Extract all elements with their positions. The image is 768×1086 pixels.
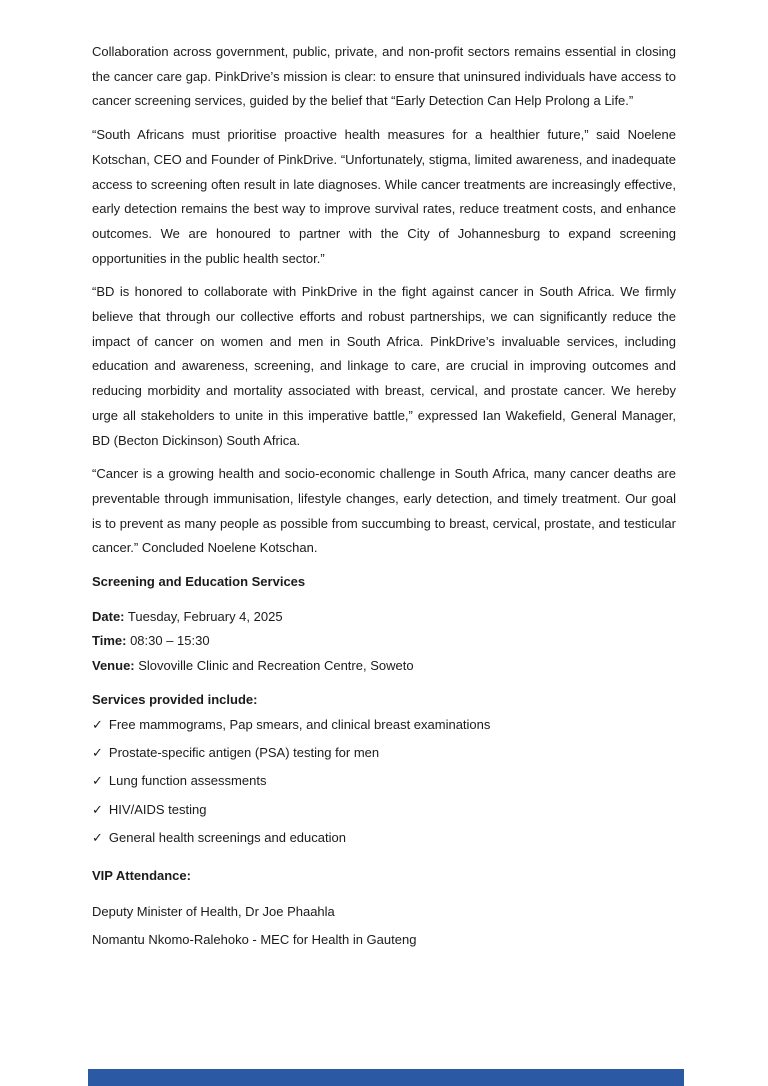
- services-checklist: [92, 713, 676, 851]
- vip-attendee: Nomantu Nkomo-Ralehoko - MEC for Health in Gauteng: [92, 931, 417, 947]
- venue-label: Venue:: [92, 658, 135, 674]
- vip-attendee: Deputy Minister of Health, Dr Joe Phaahla: [92, 903, 335, 919]
- paragraph-cancer-challenge: “Cancer is a growing health and socio-economic challenge in South Africa, many cancer deaths are preventable through immunisation, lifestyle changes, early detection, and timely treatment. Our goal is to prevent as many people as possible from succumbing to breast, cervical, prostate, and testicular cancer.” Concluded Noelene Kotschan.: [92, 466, 676, 556]
- paragraph-kotschan-quote: “South Africans must prioritise proactive health measures for a healthier future,” said Noelene Kotschan, CEO and Founder of PinkDrive. “Unfortunately, stigma, limited awareness, and inadequate access to screening often result in late diagnoses. While cancer treatments are increasingly effective, early detection remains the best way to improve survival rates, reduce treatment costs, and enhance outcomes. We are honoured to partner with the City of Johannesburg to expand screening opportunities in the public health sector.”: [92, 127, 676, 266]
- time-label: Time:: [92, 633, 127, 649]
- event-time-line: [92, 629, 676, 654]
- checklist-item-label: Free mammograms, Pap smears, and clinical breast examinations: [108, 716, 491, 732]
- checklist-item-label: General health screenings and education: [108, 830, 346, 846]
- paragraph-bd-quote: “BD is honored to collaborate with PinkDrive in the fight against cancer in South Africa. We firmly believe that through our collective efforts and robust partnerships, we can significantly reduce the impact of cancer on women and men in South Africa. PinkDrive’s invaluable services, including education and awareness, screening, and linkage to care, are crucial in improving outcomes and reducing morbidity and mortality associated with breast, cervical, and prostate cancer. We hereby urge all stakeholders to unite in this imperative battle,” expressed Ian Wakefield, General Manager, BD (Becton Dickinson) South Africa.: [92, 284, 676, 448]
- checklist-item: [92, 713, 676, 738]
- checklist-item-label: Prostate-specific antigen (PSA) testing for men: [108, 744, 380, 760]
- checklist-item: [92, 826, 676, 851]
- check-icon: ✓: [92, 773, 103, 789]
- time-value: 08:30 – 15:30: [130, 633, 210, 649]
- section-heading-services-provided: Services provided include:: [92, 691, 258, 707]
- date-label: Date:: [92, 608, 125, 624]
- checklist-item-label: HIV/AIDS testing: [108, 801, 207, 817]
- date-value: Tuesday, February 4, 2025: [127, 608, 283, 624]
- event-date-line: [92, 605, 676, 630]
- footer-accent-bar: [88, 1069, 684, 1086]
- check-icon: ✓: [92, 801, 103, 817]
- section-heading-screening-services: Screening and Education Services: [92, 574, 306, 590]
- check-icon: ✓: [92, 744, 103, 760]
- checklist-item: [92, 798, 676, 823]
- section-heading-vip-attendance: VIP Attendance:: [92, 867, 191, 883]
- check-icon: ✓: [92, 716, 103, 732]
- event-venue-line: [92, 654, 676, 679]
- venue-value: Slovoville Clinic and Recreation Centre, Soweto: [138, 658, 414, 674]
- check-icon: ✓: [92, 830, 103, 846]
- paragraph-collaboration: Collaboration across government, public, private, and non-profit sectors remains essential in closing the cancer care gap. PinkDrive’s mission is clear: to ensure that uninsured individuals have access to cancer screening services, guided by the belief that “Early Detection Can Help Prolong a Life.”: [92, 44, 676, 109]
- checklist-item: [92, 769, 676, 794]
- checklist-item-label: Lung function assessments: [108, 773, 267, 789]
- checklist-item: [92, 741, 676, 766]
